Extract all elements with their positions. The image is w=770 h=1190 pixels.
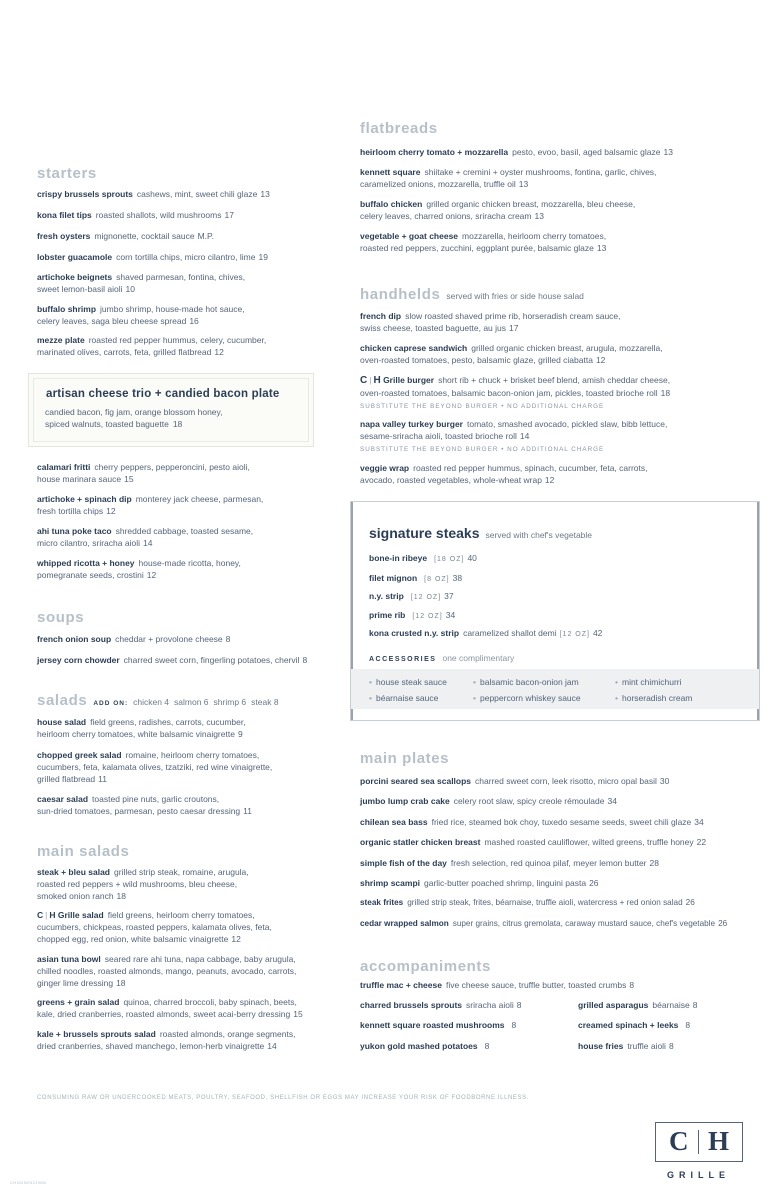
menu-item: steak + bleu salad grilled strip steak, romaine, arugula, roasted red peppers + wild mushrooms, bleu cheese, smoked onion ranch 18 (37, 867, 249, 901)
menu-item: napa valley turkey burger tomato, smashed avocado, pickled slaw, bibb lettuce, sesame-sriracha aioli, toasted brioche roll 14 SUBSTITUTE THE BEYOND BURGER • NO ADDITIONAL CHARGE (360, 419, 668, 453)
menu-item: C | H Grille burger short rib + chuck + brisket beef blend, amish cheddar cheese, oven-roasted tomatoes, balsamic bacon-onion jam, pickles, toasted brioche roll 18 SUBSTITUTE THE BEYOND BURGER • NO ADDITIONAL CHARGE (360, 375, 671, 410)
accessory-item: • horseradish cream (615, 693, 693, 703)
menu-item: grilled asparagus béarnaise 8 (578, 1000, 698, 1010)
menu-item: kennett square roasted mushrooms 8 (360, 1020, 517, 1030)
accessories-band (351, 669, 759, 709)
menu-item: porcini seared sea scallops charred sweet corn, leek risotto, micro opal basil 30 (360, 776, 670, 786)
section-title-soups: soups (37, 609, 85, 626)
menu-item: house fries truffle aioli 8 (578, 1041, 674, 1051)
menu-item: creamed spinach + leeks 8 (578, 1020, 691, 1030)
menu-item: buffalo chicken grilled organic chicken breast, mozzarella, bleu cheese, celery leaves, charred onions, sriracha cream 13 (360, 199, 636, 221)
menu-item: fresh oysters mignonette, cocktail sauce M.P. (37, 231, 214, 241)
menu-item: crispy brussels sprouts cashews, mint, sweet chili glaze 13 (37, 189, 270, 199)
menu-item: shrimp scampi garlic-butter poached shrimp, linguini pasta 26 (360, 878, 599, 888)
feature-box-cheese-plate (28, 373, 314, 447)
feature-description: candied bacon, fig jam, orange blossom honey, spiced walnuts, toasted baguette 18 (45, 407, 223, 429)
menu-item: truffle mac + cheese five cheese sauce, truffle butter, toasted crumbs 8 (360, 980, 635, 990)
section-title-handhelds: handhelds served with fries or side house salad (360, 286, 584, 303)
menu-item: jumbo lump crab cake celery root slaw, spicy creole rémoulade 34 (360, 796, 617, 806)
steak-item: n.y. strip [12 OZ] 37 (369, 591, 454, 601)
feature-box-signature-steaks (350, 501, 760, 721)
logo-letter-h: H (708, 1126, 730, 1156)
menu-item: kale + brussels sprouts salad roasted almonds, orange segments, dried cranberries, shaved manchego, lemon-herb vinaigrette 14 (37, 1029, 296, 1051)
ch-grille-logo (655, 1122, 743, 1162)
menu-item: artichoke beignets shaved parmesan, fontina, chives, sweet lemon-basil aioli 10 (37, 272, 246, 294)
menu-code: CHGDN0521WM (10, 1180, 47, 1185)
menu-item: organic statler chicken breast mashed roasted cauliflower, wilted greens, truffle honey 22 (360, 837, 707, 847)
accessory-item: • house steak sauce (369, 677, 447, 687)
menu-item: heirloom cherry tomato + mozzarella pesto, evoo, basil, aged balsamic glaze 13 (360, 147, 673, 157)
menu-item: yukon gold mashed potatoes 8 (360, 1041, 490, 1051)
section-title-accompaniments: accompaniments (360, 958, 491, 975)
logo-letter-c: C (669, 1126, 689, 1156)
menu-item: veggie wrap roasted red pepper hummus, spinach, cucumber, feta, carrots, avocado, roasted vegetables, whole-wheat wrap 12 (360, 463, 648, 485)
steaks-title: signature steaks served with chef's vegetable (369, 525, 593, 541)
accessory-item: • peppercorn whiskey sauce (473, 693, 581, 703)
menu-item: chopped greek salad romaine, heirloom cherry tomatoes, cucumbers, feta, kalamata olives, tzatziki, red wine vinaigrette, grilled flatbread 11 (37, 750, 273, 784)
menu-item: chilean sea bass fried rice, steamed bok choy, tuxedo sesame seeds, sweet chili glaze 34 (360, 817, 704, 827)
menu-item: kennett square shiitake + cremini + oyster mushrooms, fontina, garlic, chives, caramelized onions, mozzarella, truffle oil 13 (360, 167, 657, 189)
section-title-main-salads: main salads (37, 843, 130, 860)
menu-item: ahi tuna poke taco shredded cabbage, toasted sesame, micro cilantro, sriracha aioli 14 (37, 526, 254, 548)
steak-item: bone-in ribeye [18 OZ] 40 (369, 553, 477, 563)
section-title-main-plates: main plates (360, 750, 450, 767)
section-title-salads: salads ADD ON: chicken 4 salmon 6 shrimp 6 steak 8 (37, 692, 279, 709)
feature-title: artisan cheese trio + candied bacon plate (46, 388, 280, 400)
menu-item: buffalo shrimp jumbo shrimp, house-made hot sauce, celery leaves, saga bleu cheese spread 16 (37, 304, 245, 326)
accessory-item: • béarnaise sauce (369, 693, 439, 703)
menu-item: mezze plate roasted red pepper hummus, celery, cucumber, marinated olives, carrots, feta, grilled flatbread 12 (37, 335, 267, 357)
menu-item: calamari fritti cherry peppers, pepperoncini, pesto aioli, house marinara sauce 15 (37, 462, 250, 484)
menu-item: lobster guacamole corn tortilla chips, micro cilantro, lime 19 (37, 252, 268, 262)
menu-item: charred brussels sprouts sriracha aioli 8 (360, 1000, 522, 1010)
menu-item: whipped ricotta + honey house-made ricotta, honey, pomegranate seeds, crostini 12 (37, 558, 241, 580)
menu-item: french dip slow roasted shaved prime rib, horseradish cream sauce, swiss cheese, toasted baguette, au jus 17 (360, 311, 621, 333)
accessory-item: • balsamic bacon-onion jam (473, 677, 579, 687)
addon-label: ADD ON: (93, 700, 129, 707)
steak-item: filet mignon [8 OZ] 38 (369, 573, 463, 583)
menu-item: vegetable + goat cheese mozzarella, heirloom cherry tomatoes, roasted red peppers, zucchini, eggplant purée, balsamic glaze 13 (360, 231, 607, 253)
steak-item: kona crusted n.y. strip caramelized shallot demi [12 OZ] 42 (369, 628, 603, 638)
steak-item: prime rib [12 OZ] 34 (369, 610, 456, 620)
foodborne-illness-notice: CONSUMING RAW OR UNDERCOOKED MEATS, POULTRY, SEAFOOD, SHELLFISH OR EGGS MAY INCREASE YOUR RISK OF FOODBORNE ILLNESS. (37, 1095, 530, 1101)
menu-item: C | H Grille salad field greens, heirloom cherry tomatoes, cucumbers, chickpeas, roasted peppers, kalamata olives, feta, chopped egg, red onion, white balsamic vinaigrette 12 (37, 910, 272, 944)
section-title-starters: starters (37, 165, 97, 182)
menu-item: steak frites grilled strip steak, frites, béarnaise, truffle aioli, watercress + red onion salad 26 (360, 898, 695, 907)
menu-item: cedar wrapped salmon super grains, citrus gremolata, caraway mustard sauce, chef's vegetable 26 (360, 919, 728, 928)
section-title-flatbreads: flatbreads (360, 120, 438, 137)
menu-item: french onion soup cheddar + provolone cheese 8 (37, 634, 231, 644)
menu-item: kona filet tips roasted shallots, wild mushrooms 17 (37, 210, 234, 220)
menu-item: caesar salad toasted pine nuts, garlic croutons, sun-dried tomatoes, parmesan, pesto caesar dressing 11 (37, 794, 252, 816)
menu-item: asian tuna bowl seared rare ahi tuna, napa cabbage, baby arugula, chilled noodles, roasted almonds, mango, peanuts, avocado, carrots, ginger lime dressing 18 (37, 954, 297, 988)
accessories-title: ACCESSORIES one complimentary (369, 653, 515, 663)
menu-item: greens + grain salad quinoa, charred broccoli, baby spinach, beets, kale, dried cranberries, roasted almonds, sweet acai-berry dressing 15 (37, 997, 303, 1019)
logo-wordmark: GRILLE (667, 1170, 730, 1180)
logo-divider (698, 1130, 699, 1154)
menu-item: chicken caprese sandwich grilled organic chicken breast, arugula, mozzarella, oven-roasted tomatoes, pesto, balsamic glaze, grilled ciabatta 12 (360, 343, 663, 365)
menu-item: jersey corn chowder charred sweet corn, fingerling potatoes, chervil 8 (37, 655, 308, 665)
accessory-item: • mint chimichurri (615, 677, 682, 687)
menu-item: simple fish of the day fresh selection, red quinoa pilaf, meyer lemon butter 28 (360, 858, 659, 868)
menu-item: house salad field greens, radishes, carrots, cucumber, heirloom cherry tomatoes, white balsamic vinaigrette 9 (37, 717, 246, 739)
menu-item: artichoke + spinach dip monterey jack cheese, parmesan, fresh tortilla chips 12 (37, 494, 264, 516)
